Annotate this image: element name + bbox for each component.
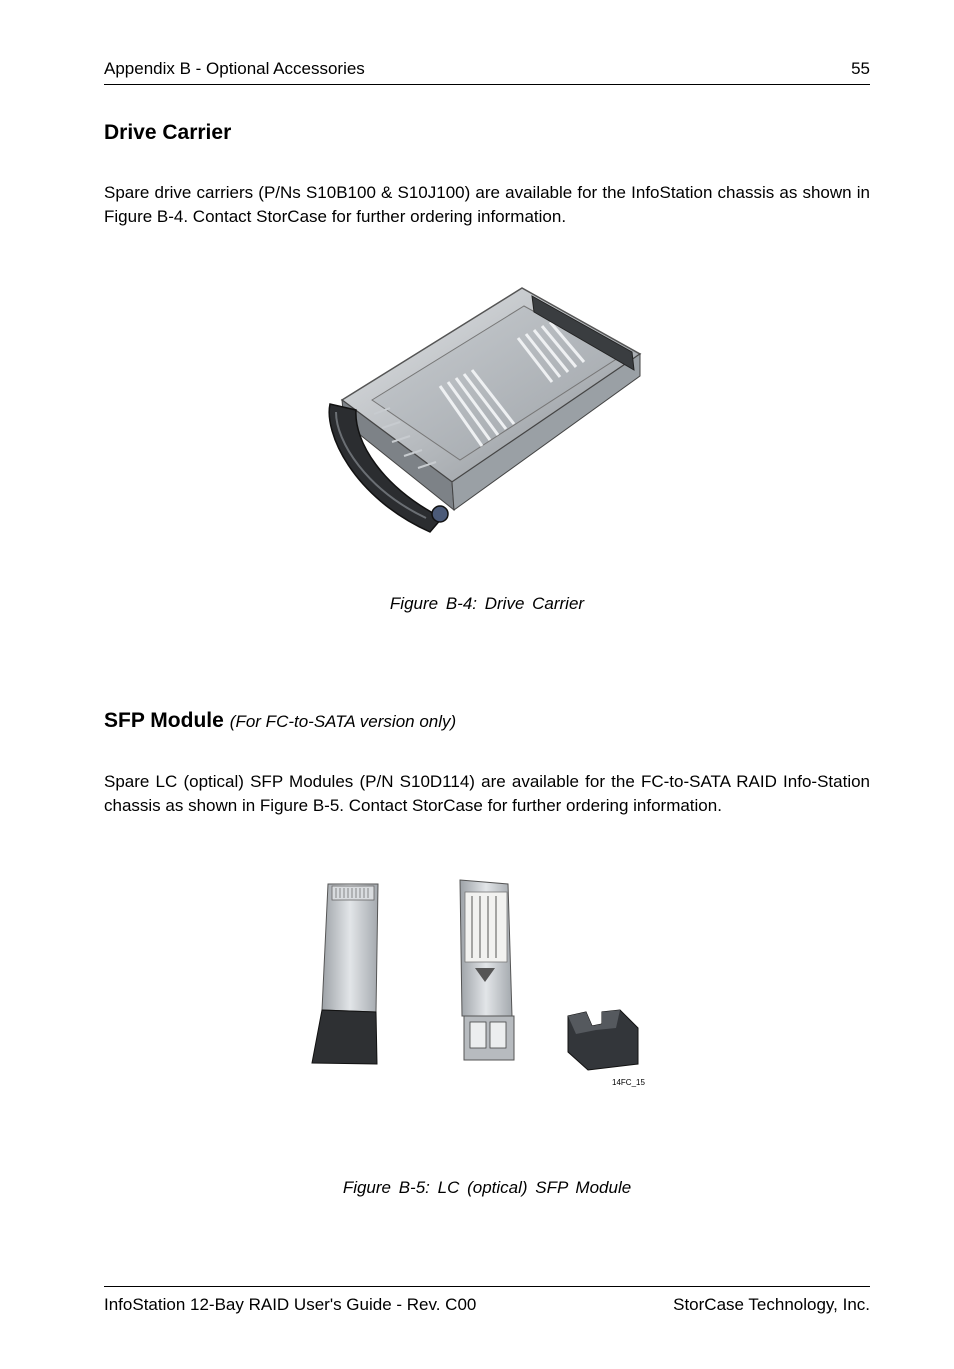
footer-company: StorCase Technology, Inc.: [673, 1295, 870, 1314]
page-footer: [104, 1286, 870, 1314]
sfp-heading: [104, 709, 456, 733]
figure-b5-caption: Figure B-5: LC (optical) SFP Module: [342, 1178, 632, 1197]
page-number: 55: [851, 59, 870, 78]
header-title: Appendix B - Optional Accessories: [104, 59, 365, 78]
page-header: [104, 58, 870, 85]
section-subtitle: (For FC-to-SATA version only): [229, 712, 457, 731]
section-title-sfp-module: SFP Module: [104, 709, 224, 732]
section-title-drive-carrier: Drive Carrier: [104, 121, 232, 144]
sfp-module-image: [300, 876, 650, 1072]
image-label: 14FC_15: [612, 1078, 645, 1087]
figure-b4-caption: Figure B-4: Drive Carrier: [389, 594, 585, 613]
footer-title: InfoStation 12-Bay RAID User's Guide - Rev. C00: [104, 1295, 477, 1314]
drive-carrier-image: [322, 282, 644, 542]
sfp-paragraph: Spare LC (optical) SFP Modules (P/N S10D114) are available for the FC-to-SATA RAID Info-Station chassis as shown in Figure B-5. Contact StorCase for further ordering information.: [104, 772, 870, 815]
drive-carrier-paragraph: Spare drive carriers (P/Ns S10B100 & S10J100) are available for the InfoStation chassis as shown in Figure B-4. Contact StorCase for further ordering information.: [104, 183, 870, 226]
